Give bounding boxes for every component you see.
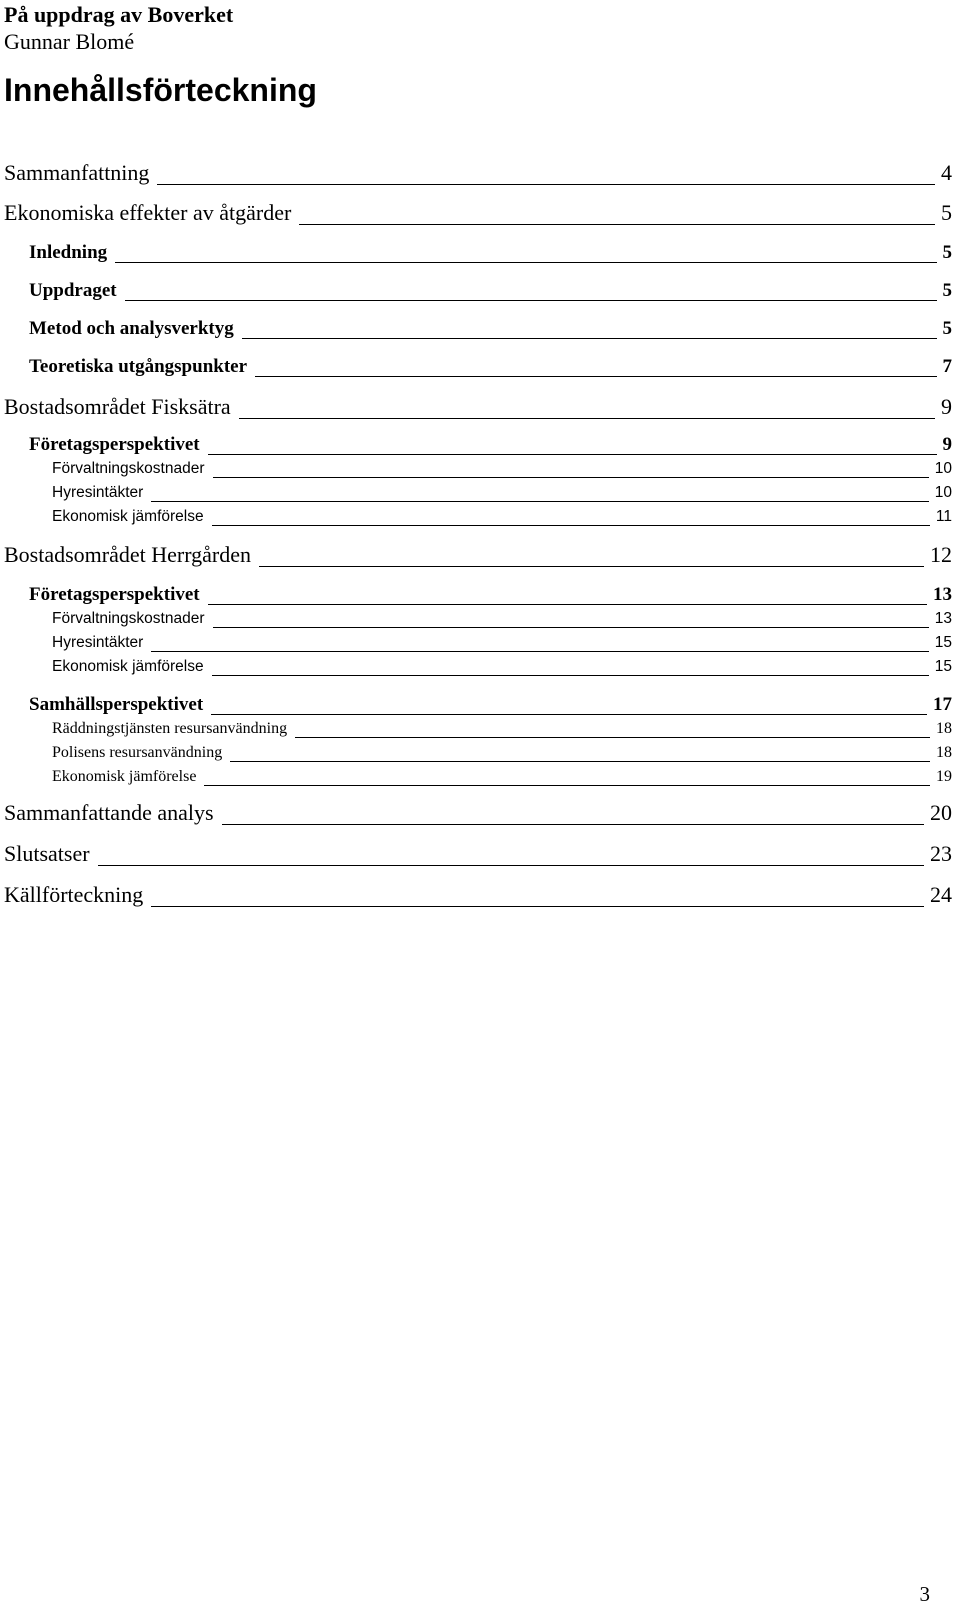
toc-entry-page: 4	[941, 160, 952, 185]
toc-leader-line	[151, 501, 928, 502]
toc-entry-forvaltningskostnader[interactable]	[52, 610, 952, 632]
toc-entry-page: 19	[936, 768, 952, 785]
toc-entry-page: 9	[942, 434, 952, 455]
toc-leader-line	[213, 627, 929, 628]
toc-leader-line	[213, 477, 929, 478]
toc-leader-line	[151, 906, 924, 907]
toc-leader-line	[157, 184, 935, 185]
toc-entry-sammanfattande-analys[interactable]	[4, 800, 952, 830]
toc-entry-label: Metod och analysverktyg	[29, 318, 234, 339]
toc-entry-forvaltningskostnader[interactable]	[52, 460, 952, 482]
toc-entry-fisksatra[interactable]	[4, 394, 952, 424]
toc-entry-page: 10	[934, 460, 952, 477]
toc-entry-page: 15	[934, 634, 952, 651]
toc-entry-ekonomisk-jamforelse[interactable]	[52, 768, 952, 790]
toc-entry-page: 12	[930, 542, 952, 567]
toc-leader-line	[98, 865, 924, 866]
toc-entry-sammanfattning[interactable]	[4, 160, 952, 190]
toc-entry-label: Företagsperspektivet	[29, 584, 200, 605]
toc-entry-page: 17	[933, 694, 952, 715]
toc-entry-slutsatser[interactable]	[4, 841, 952, 871]
header-author: Gunnar Blomé	[4, 29, 135, 54]
toc-entry-label: Inledning	[29, 242, 108, 263]
toc-entry-label: Källförteckning	[4, 882, 144, 907]
toc-entry-foretagsperspektivet[interactable]	[29, 434, 952, 460]
toc-entry-page: 5	[941, 200, 952, 225]
toc-entry-label: Uppdraget	[29, 280, 117, 301]
toc-entry-page: 5	[942, 280, 952, 301]
toc-entry-label: Samhällsperspektivet	[29, 694, 204, 715]
toc-entry-label: Räddningstjänsten resursanvändning	[52, 720, 288, 737]
page-number: 3	[919, 1582, 930, 1606]
toc-leader-line	[255, 376, 936, 377]
toc-entry-label: Bostadsområdet Herrgården	[4, 542, 252, 567]
toc-entry-uppdraget[interactable]	[29, 280, 952, 306]
toc-leader-line	[151, 651, 928, 652]
toc-leader-line	[299, 224, 935, 225]
toc-entry-hyresintakter[interactable]	[52, 634, 952, 656]
toc-entry-samhallsperspektivet[interactable]	[29, 694, 952, 720]
toc-entry-label: Ekonomisk jämförelse	[52, 658, 204, 675]
toc-leader-line	[239, 418, 935, 419]
toc-entry-page: 15	[934, 658, 952, 675]
toc-entry-hyresintakter[interactable]	[52, 484, 952, 506]
toc-entry-page: 10	[934, 484, 952, 501]
toc-leader-line	[212, 525, 930, 526]
toc-leader-line	[259, 566, 924, 567]
toc-heading: Innehållsförteckning	[4, 72, 317, 108]
toc-entry-label: Teoretiska utgångspunkter	[29, 356, 248, 377]
toc-entry-page: 11	[935, 508, 952, 525]
header-title: På uppdrag av Boverket	[4, 2, 234, 27]
toc-entry-page: 18	[936, 744, 952, 761]
toc-leader-line	[222, 824, 924, 825]
toc-entry-page: 24	[930, 882, 952, 907]
toc-entry-page: 5	[942, 242, 952, 263]
toc-entry-ekonomisk-jamforelse[interactable]	[52, 658, 952, 680]
toc-entry-label: Sammanfattning	[4, 160, 150, 185]
toc-leader-line	[208, 454, 937, 455]
toc-entry-page: 13	[934, 610, 952, 627]
toc-leader-line	[230, 761, 930, 762]
toc-entry-page: 5	[942, 318, 952, 339]
toc-leader-line	[212, 675, 929, 676]
toc-entry-page: 20	[930, 800, 952, 825]
toc-entry-raddningstjansten[interactable]	[52, 720, 952, 742]
toc-entry-label: Ekonomiska effekter av åtgärder	[4, 200, 292, 225]
toc-entry-label: Förvaltningskostnader	[52, 610, 205, 627]
toc-entry-page: 18	[936, 720, 952, 737]
toc-entry-polisens[interactable]	[52, 744, 952, 766]
toc-entry-label: Företagsperspektivet	[29, 434, 200, 455]
toc-leader-line	[242, 338, 937, 339]
toc-entry-inledning[interactable]	[29, 242, 952, 268]
toc-entry-label: Slutsatser	[4, 841, 90, 866]
toc-entry-metod[interactable]	[29, 318, 952, 344]
toc-leader-line	[115, 262, 936, 263]
toc-entry-foretagsperspektivet[interactable]	[29, 584, 952, 610]
toc-entry-label: Polisens resursanvändning	[52, 744, 223, 761]
toc-leader-line	[208, 604, 927, 605]
toc-entry-teoretiska[interactable]	[29, 356, 952, 382]
toc-entry-label: Ekonomisk jämförelse	[52, 508, 204, 525]
toc-entry-label: Förvaltningskostnader	[52, 460, 205, 477]
toc-entry-herrgarden[interactable]	[4, 542, 952, 572]
toc-entry-page: 7	[942, 356, 952, 377]
toc-leader-line	[125, 300, 937, 301]
toc-entry-label: Bostadsområdet Fisksätra	[4, 394, 231, 419]
toc-leader-line	[204, 785, 930, 786]
toc-entry-label: Ekonomisk jämförelse	[52, 768, 197, 785]
toc-entry-page: 9	[941, 394, 952, 419]
toc-leader-line	[211, 714, 927, 715]
toc-entry-label: Sammanfattande analys	[4, 800, 214, 825]
toc-entry-page: 13	[933, 584, 952, 605]
toc-entry-label: Hyresintäkter	[52, 634, 144, 651]
toc-entry-label: Hyresintäkter	[52, 484, 144, 501]
toc-entry-ekonomisk-jamforelse[interactable]	[52, 508, 952, 530]
toc-leader-line	[295, 737, 930, 738]
toc-entry-page: 23	[930, 841, 952, 866]
toc-entry-kallforteckning[interactable]	[4, 882, 952, 912]
toc-entry-ekonomiska-effekter[interactable]	[4, 200, 952, 230]
